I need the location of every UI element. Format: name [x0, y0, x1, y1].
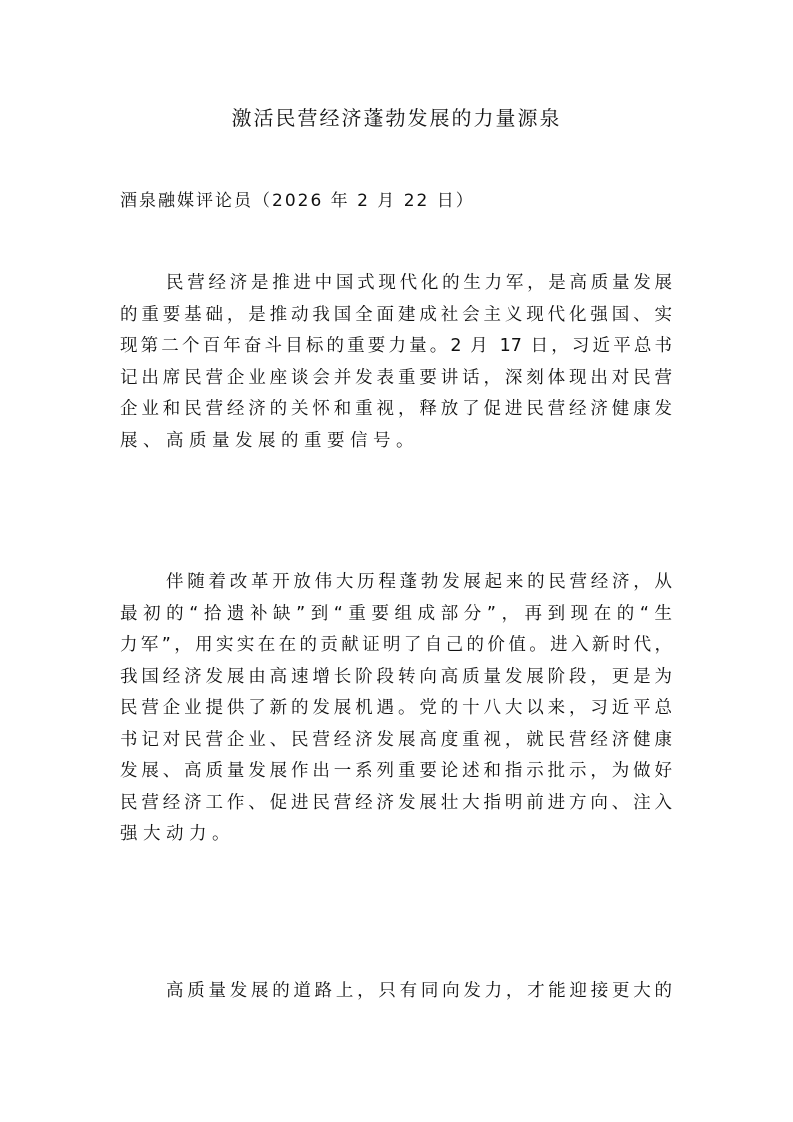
text-line: 书记对民营企业、民营经济发展高度重视，就民营经济健康: [120, 729, 672, 750]
paragraph-3: [120, 976, 672, 1008]
text-line: 高质量发展的道路上，只有同向发力，才能迎接更大的: [166, 981, 672, 1001]
text-line: 现第二个百年奋斗目标的重要力量。2 月 17 日，习近平总书: [120, 336, 672, 356]
text-line: 我国经济发展由高速增长阶段转向高质量发展阶段，更是为: [120, 666, 672, 687]
text-line: 最初的“拾遗补缺”到“重要组成部分”，再到现在的“生: [120, 603, 672, 624]
text-line: 民营经济是推进中国式现代化的生力军，是高质量发展: [166, 273, 672, 293]
text-line: 记出席民营企业座谈会并发表重要讲话，深刻体现出对民营: [120, 367, 672, 388]
paragraph-1: [120, 268, 672, 457]
text-line: 发展、高质量发展作出一系列重要论述和指示批示，为做好: [120, 761, 672, 781]
text-line: 民营企业提供了新的发展机遇。党的十八大以来，习近平总: [120, 698, 672, 718]
paragraph-2: [120, 567, 672, 851]
byline: 酒泉融媒评论员（2026 年 2 月 22 日）: [120, 191, 475, 211]
text-line: 企业和民营经济的关怀和重视，释放了促进民营经济健康发: [120, 399, 672, 419]
text-line: 民营经济工作、促进民营经济发展壮大指明前进方向、注入: [120, 792, 672, 813]
text-line: 力军”，用实实在在的贡献证明了自己的价值。进入新时代，: [120, 635, 672, 655]
text-line: 展、高质量发展的重要信号。: [120, 430, 419, 451]
text-line: 强大动力。: [120, 824, 235, 844]
text-line: 的重要基础，是推动我国全面建成社会主义现代化强国、实: [120, 304, 672, 325]
text-line: 伴随着改革开放伟大历程蓬勃发展起来的民营经济，从: [166, 572, 672, 592]
document-title: 激活民营经济蓬勃发展的力量源泉: [231, 106, 562, 130]
